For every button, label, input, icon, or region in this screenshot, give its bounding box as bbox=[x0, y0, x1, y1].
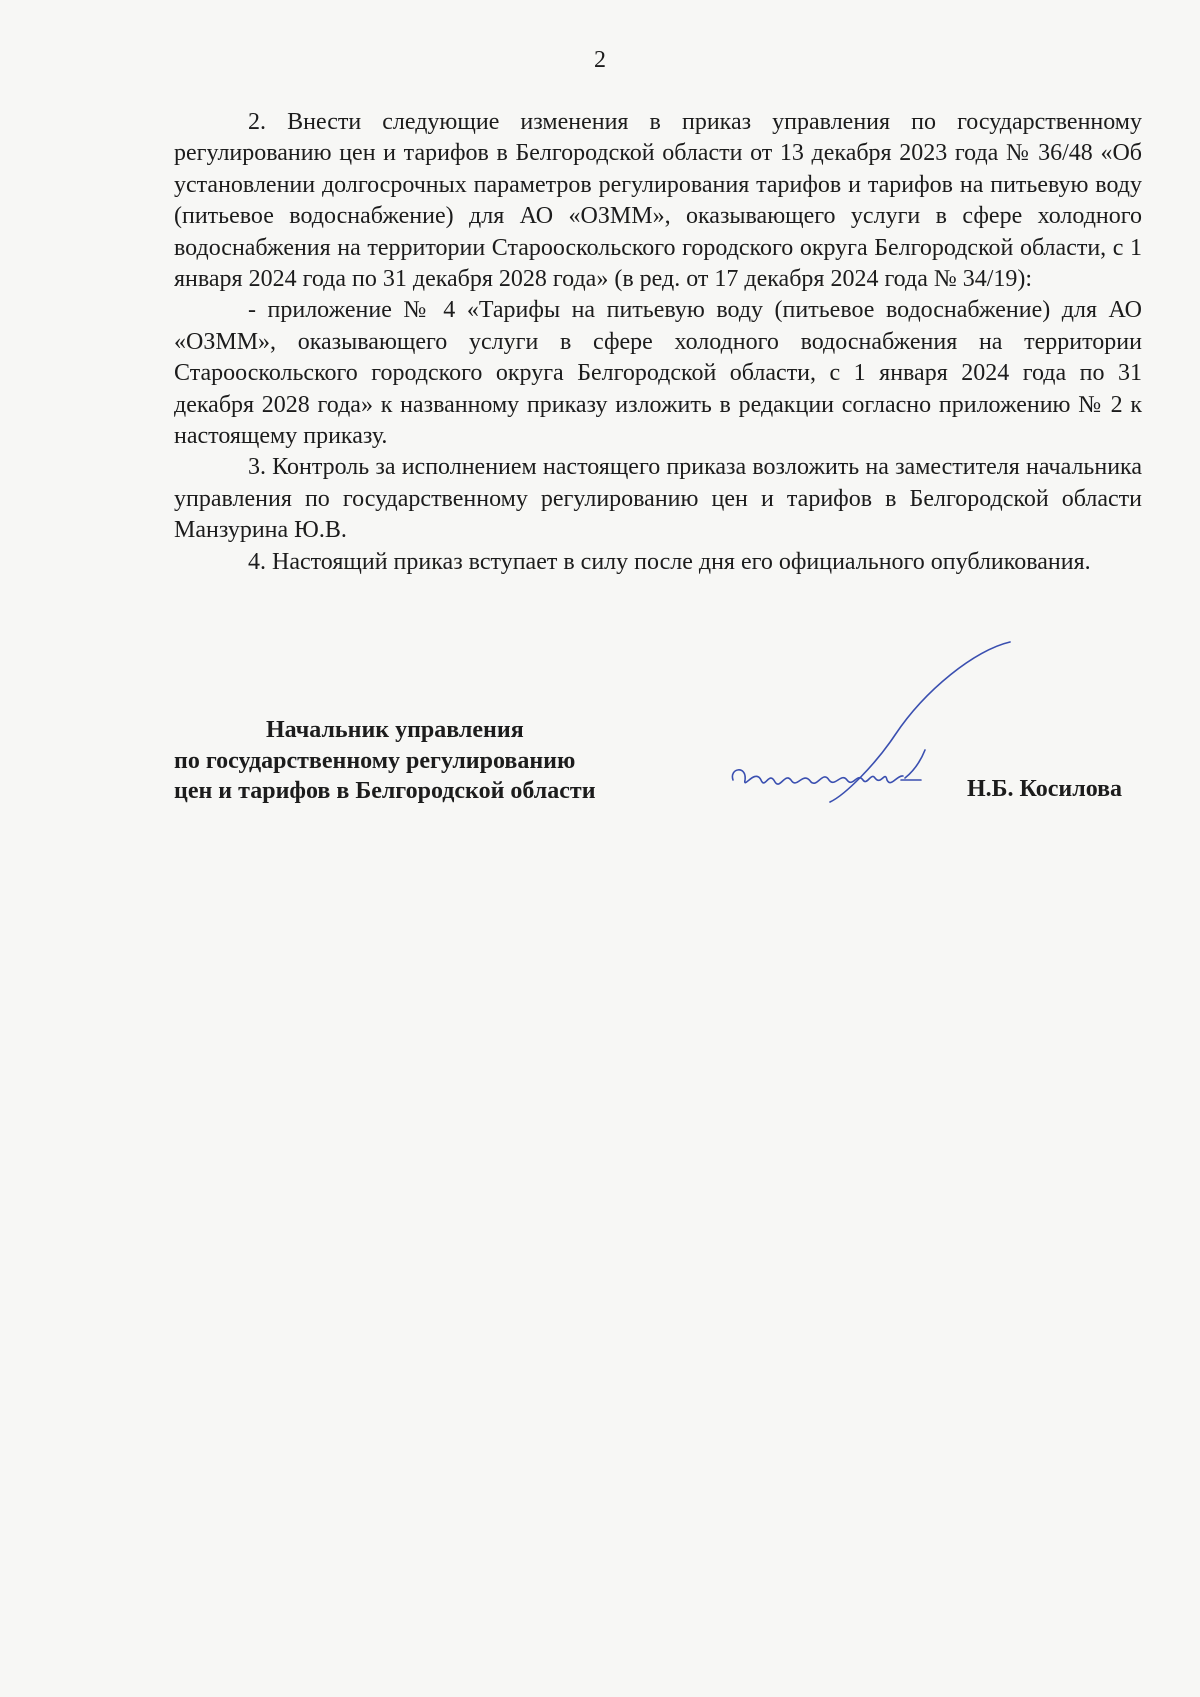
signer-name: Н.Б. Косилова bbox=[967, 776, 1123, 802]
page-number: 2 bbox=[594, 47, 606, 73]
position-line: Начальник управления bbox=[266, 717, 524, 743]
signatory-position bbox=[174, 715, 596, 807]
paragraph-control: 3. Контроль за исполнением настоящего приказа возложить на заместителя начальника управления по государственному регулированию цен и тарифов в Белгородской области Манзурина Ю.В. bbox=[174, 454, 1142, 544]
position-line: цен и тарифов в Белгородской области bbox=[174, 778, 596, 805]
paragraph-appendix: - приложение № 4 «Тарифы на питьевую воду (питьевое водоснабжение) для АО «ОЗММ», оказывающего услуги в сфере холодного водоснабжения на территории Старооскольского городского округа Белгородской области, с 1 января 2024 года по 31 декабря 2028 года» к названному приказу изложить в редакции согласно приложению № 2 к настоящему приказу. bbox=[174, 297, 1142, 450]
document-body bbox=[174, 107, 1142, 578]
paragraph-effective-date: 4. Настоящий приказ вступает в силу после дня его официального опубликования. bbox=[248, 548, 1091, 575]
paragraph-amendment: 2. Внести следующие изменения в приказ управления по государственному регулированию цен и тарифов в Белгородской области от 13 декабря 2023 года № 36/48 «Об установлении долгосрочных параметров регулирования тарифов и тарифов на питьевую воду (питьевое водоснабжение) для АО «ОЗММ», оказывающего услуги в сфере холодного водоснабжения на территории Старооскольского городского округа Белгородской области, с 1 января 2024 года по 31 декабря 2028 года» (в ред. от 17 декабря 2024 года № 34/19): bbox=[174, 109, 1142, 293]
position-line: по государственному регулированию bbox=[174, 747, 576, 774]
